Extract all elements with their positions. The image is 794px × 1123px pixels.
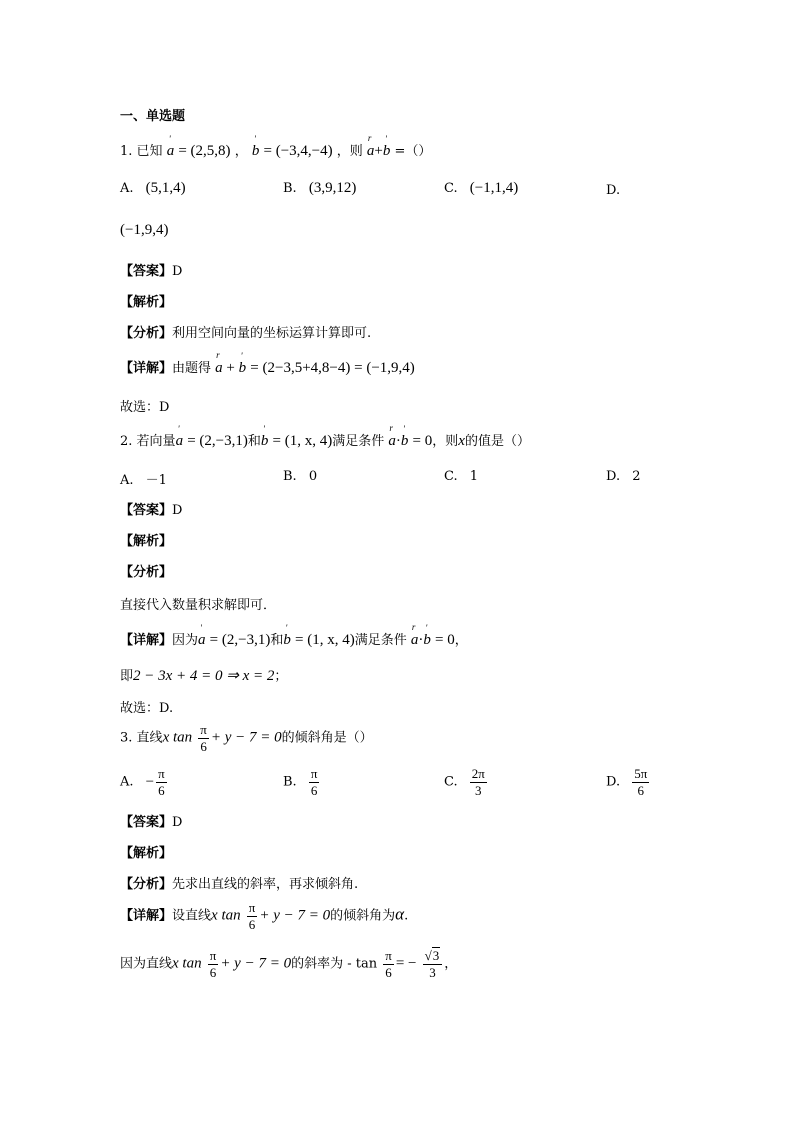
stem-text: 已知 xyxy=(136,144,163,159)
option-d[interactable]: D. xyxy=(606,183,621,198)
vector-a: ' a xyxy=(176,433,184,450)
section-title: 一、单选题 xyxy=(120,109,186,124)
question-number: 2. xyxy=(120,434,133,449)
answer-tag: 【答案】 xyxy=(120,264,173,279)
vector-a: r a xyxy=(215,360,223,377)
analysis-tag: 【解析】 xyxy=(120,534,173,549)
answer-value: D xyxy=(172,503,183,518)
vector-b: ' b xyxy=(423,632,431,649)
vector-a-value: = (2,5,8) xyxy=(178,143,231,159)
detail-line: 【详解】由题得 r a + ' b = (2−3,5+4,8−4) = (−1,9,4) xyxy=(120,357,415,377)
analysis-tag: 【解析】 xyxy=(120,295,173,310)
answer-line: 【答案】D xyxy=(120,815,183,830)
option-a[interactable]: A. − $\frac{\pi}{6}$ xyxy=(120,766,165,798)
vector-a: r a xyxy=(388,433,396,450)
vector-a: ' a xyxy=(198,632,206,649)
option-d[interactable]: D. $\frac{5\pi}{6}$ xyxy=(606,766,648,798)
fenxi-tag: 【分析】 xyxy=(120,565,173,580)
fraction: $\frac{\pi}{6}$ xyxy=(200,722,207,754)
option-c[interactable]: C. 1 xyxy=(444,469,479,484)
vector-b: ' b xyxy=(252,143,260,160)
detail-line-2: 即2 − 3x + 4 = 0 ⇒ x = 2； xyxy=(120,668,288,684)
option-b[interactable]: B. $\frac{\pi}{6}$ xyxy=(283,766,318,798)
conclusion: 故选：D xyxy=(120,400,170,415)
option-b[interactable]: B. 0 xyxy=(283,469,318,484)
answer-line xyxy=(120,260,182,279)
vector-b: ' b xyxy=(401,433,409,450)
detail-line: 【详解】因为' a = (2,−3,1)和' b = (1, x, 4)满足条件 r a·' b = 0， xyxy=(120,629,468,649)
option-c[interactable]: C. (−1,1,4) xyxy=(444,180,519,196)
question-number: 3. xyxy=(120,730,133,746)
vector-b: ' b xyxy=(239,360,247,377)
detail-math: = (2−3,5+4,8−4) = (−1,9,4) xyxy=(250,360,415,376)
question-2-stem: 2. 若向量' a = (2,−3,1)和' b = (1, x, 4)满足条件 r a·' b = 0，则x的值是（） xyxy=(120,430,530,450)
conclusion: 故选：D. xyxy=(120,701,174,716)
analysis-tag: 【解析】 xyxy=(120,846,173,861)
fenxi-text: 直接代入数量积求解即可． xyxy=(120,598,277,613)
vector-a: ' a xyxy=(167,143,175,160)
option-d[interactable]: D. 2 xyxy=(606,469,641,484)
option-a[interactable]: A. (5,1,4) xyxy=(120,180,186,196)
detail-line-2: 因为直线x tan $\frac{\pi}{6}$ + y − 7 = 0的斜率为 - tan $\frac{\pi}{6}$ = − $\frac{√3}{3}$ ， xyxy=(120,948,458,980)
vector-b-value: = (−3,4,−4) xyxy=(263,143,333,159)
vector-a: r a xyxy=(411,632,419,649)
vector-b: ' b xyxy=(383,143,391,160)
option-d-value: (−1,9,4) xyxy=(120,222,169,238)
fenxi-line: 【分析】先求出直线的斜率，再求倾斜角. xyxy=(120,877,359,892)
question-3-stem: 3. 直线x tan $\frac{\pi}{6}$ + y − 7 = 0的倾斜角是（） xyxy=(120,722,373,754)
option-b[interactable]: B. (3,9,12) xyxy=(283,180,357,196)
vector-b: ' b xyxy=(261,433,269,450)
answer-value: D xyxy=(172,815,183,830)
fenxi-line: 【分析】利用空间向量的坐标运算计算即可. xyxy=(120,326,372,341)
vector-b: ' b xyxy=(283,632,291,649)
answer-value: D xyxy=(172,264,183,279)
vector-a: r a xyxy=(367,143,375,160)
option-c[interactable]: C. $\frac{2\pi}{3}$ xyxy=(444,766,485,798)
question-1-stem: 1. 已知 ' a = (2,5,8) ， ' b = (−3,4,−4) ，则 r a+' b =（） xyxy=(120,140,431,160)
sqrt-fraction: $\frac{√3}{3}$ xyxy=(423,948,443,980)
option-a[interactable]: A. －1 xyxy=(120,473,167,488)
detail-line: 【详解】设直线x tan $\frac{\pi}{6}$ + y − 7 = 0的倾斜角为α. xyxy=(120,900,409,932)
question-number: 1. xyxy=(120,144,133,159)
answer-line: 【答案】D xyxy=(120,503,183,518)
